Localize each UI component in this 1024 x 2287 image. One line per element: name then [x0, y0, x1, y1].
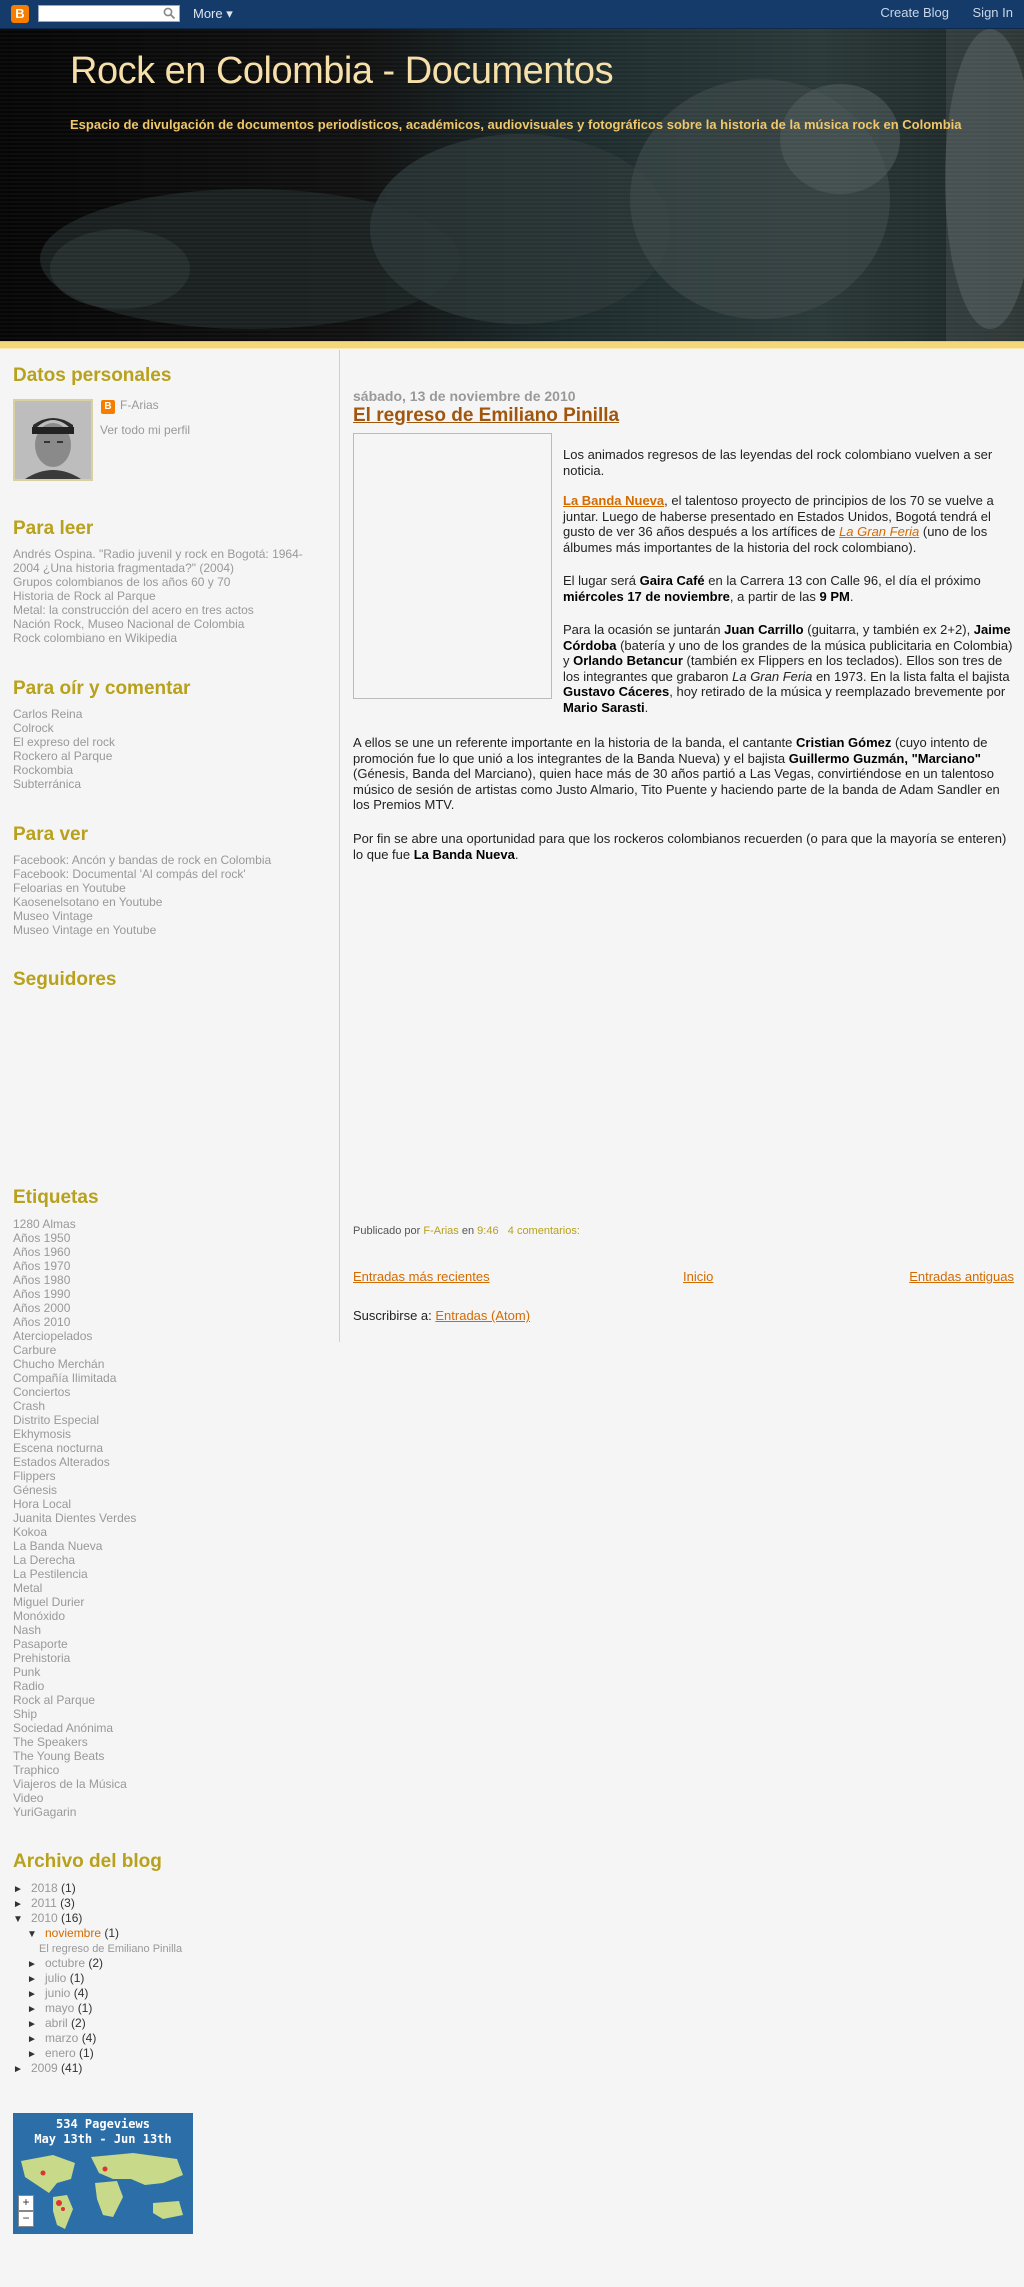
archive-link[interactable]: junio	[45, 1986, 71, 2000]
post-time-link[interactable]: 9:46	[477, 1225, 499, 1237]
etiqueta-link[interactable]: Ship	[13, 1707, 38, 1721]
para-ver-list	[13, 853, 271, 937]
archive-row	[27, 1971, 84, 1985]
create-blog-link[interactable]: Create Blog	[880, 5, 949, 20]
expand-toggle-icon[interactable]: ►	[27, 2034, 37, 2045]
archive-link[interactable]: 2011	[31, 1896, 57, 1910]
para-oir-heading: Para oír y comentar	[13, 678, 191, 699]
etiqueta-link[interactable]: Crash	[13, 1399, 46, 1413]
archive-link[interactable]: 2010	[31, 1911, 58, 1925]
pageviews-count: 534 Pageviews	[56, 2117, 150, 2131]
etiqueta-link[interactable]: Punk	[13, 1665, 41, 1679]
post-author-link[interactable]: F-Arias	[423, 1225, 459, 1237]
etiqueta-link[interactable]: The Young Beats	[13, 1749, 105, 1763]
expand-toggle-icon[interactable]: ►	[13, 1884, 23, 1895]
subscribe-atom-link[interactable]: Entradas (Atom)	[435, 1308, 531, 1323]
expand-toggle-icon[interactable]: ►	[27, 1989, 37, 2000]
para-oir-link[interactable]: Carlos Reina	[13, 707, 83, 721]
archive-row	[27, 2016, 86, 2030]
la-gran-feria-link[interactable]: La Gran Feria	[839, 524, 920, 539]
etiqueta-link[interactable]: Kokoa	[13, 1525, 48, 1539]
subscribe-line: Suscribirse a: Entradas (Atom)	[353, 1308, 531, 1323]
archive-count: (1)	[61, 1881, 76, 1895]
archive-count: (1)	[77, 2001, 93, 2015]
blogger-navbar	[0, 0, 1024, 29]
post-paragraph: El lugar será Gaira Café en la Carrera 13 con Calle 96, el día el próximo miércoles 17 de noviembre, a partir de las 9 PM.	[563, 573, 981, 604]
etiqueta-link[interactable]: Rock al Parque	[13, 1693, 96, 1707]
expand-toggle-icon[interactable]: ►	[27, 1959, 37, 1970]
archive-link[interactable]: noviembre	[45, 1926, 102, 1940]
etiqueta-link[interactable]: Distrito Especial	[13, 1413, 100, 1427]
archive-row	[27, 2046, 94, 2060]
etiqueta-link[interactable]: Años 1960	[13, 1245, 71, 1259]
archive-count: (2)	[88, 1956, 104, 1970]
post-date: sábado, 13 de noviembre de 2010	[353, 388, 576, 404]
post-paragraph: La Banda Nueva, el talentoso proyecto de principios de los 70 se vuelve a juntar. Luego de haberse presentado en Estados Unidos, Bogotá tendrá el gusto de ver 36 años después a los artífices de La Gran Feria (uno de los álbumes más importantes de la historia del rock colombiano).	[563, 493, 994, 555]
post-paragraph: Para la ocasión se juntarán Juan Carrillo (guitarra, y también ex 2+2), Jaime Córdoba (batería y uno de los grandes de la música publicitaria en Colombia) y Orlando Betancur (también ex Flippers en los teclados). Ellos son tres de los integrantes que grabaron La Gran Feria en 1973. En la lista falta el bajista Gustavo Cáceres, hoy retirado de la música y reemplazado brevemente por Mario Sarasti.	[563, 622, 1013, 715]
archive-row	[27, 1956, 103, 1970]
archive-link[interactable]: abril	[45, 2016, 68, 2030]
etiqueta-link[interactable]: Carbure	[13, 1343, 57, 1357]
etiqueta-link[interactable]: Miguel Durier	[13, 1595, 85, 1609]
para-leer-heading: Para leer	[13, 518, 94, 539]
archive-count: (1)	[69, 1971, 85, 1985]
etiqueta-link[interactable]: Monóxido	[13, 1609, 66, 1623]
para-leer-link[interactable]: Metal: la construcción del acero en tres actos	[13, 603, 254, 617]
navbar-search-box	[38, 5, 180, 22]
archive-row	[27, 2001, 92, 2015]
archive-row	[13, 1896, 75, 1910]
etiqueta-link[interactable]: Años 1980	[13, 1273, 71, 1287]
etiqueta-link[interactable]: Traphico	[13, 1763, 60, 1777]
archive-count: (3)	[60, 1896, 75, 1910]
etiqueta-link[interactable]: The Speakers	[13, 1735, 88, 1749]
archive-count: (1)	[79, 2046, 94, 2060]
profile-heading: Datos personales	[13, 365, 172, 386]
para-ver-link[interactable]: Kaosenelsotano en Youtube	[13, 895, 163, 909]
seguidores-heading: Seguidores	[13, 969, 117, 990]
archive-row	[27, 1986, 88, 2000]
profile-photo[interactable]	[13, 399, 93, 481]
etiqueta-link[interactable]: Compañía Ilimitada	[13, 1371, 117, 1385]
expand-toggle-icon[interactable]: ►	[27, 2049, 37, 2060]
post-paragraph: A ellos se une un referente importante en la historia de la banda, el cantante Cristian Gómez (cuyo intento de promoción fue lo que unió a los integrantes de la Banda Nueva) y el bajista Guillermo Guzmán, "Marciano" (Génesis, Banda del Marciano), quien hace más de 30 años partió a Las Vegas, convirtiéndose en un talentoso músico de sesión de artistas como Justo Almario, Tito Puente y haciendo parte de la banda de Adam Sandler en los Premios MTV.	[353, 735, 1000, 812]
post-footer: Publicado por F-Arias en 9:46 4 comentarios:	[353, 1225, 580, 1237]
etiqueta-link[interactable]: Pasaporte	[13, 1637, 68, 1651]
etiqueta-link[interactable]: Juanita Dientes Verdes	[13, 1511, 137, 1525]
para-leer-list	[13, 547, 303, 645]
etiqueta-link[interactable]: Conciertos	[13, 1385, 71, 1399]
para-leer-link[interactable]: Rock colombiano en Wikipedia	[13, 631, 178, 645]
archive-row	[27, 1926, 119, 1940]
archive-link[interactable]: marzo	[45, 2031, 79, 2045]
archive-link[interactable]: 2018	[31, 1881, 58, 1895]
etiqueta-link[interactable]: Hora Local	[13, 1497, 72, 1511]
archive-link[interactable]: julio	[45, 1971, 67, 1985]
newer-posts-link[interactable]: Entradas más recientes	[353, 1269, 490, 1284]
archive-link[interactable]: octubre	[45, 1956, 86, 1970]
etiqueta-link[interactable]: Viajeros de la Música	[13, 1777, 127, 1791]
archive-row	[13, 1911, 82, 1925]
para-leer-link[interactable]: 2004 ¿Una historia fragmentada?" (2004)	[13, 561, 235, 575]
etiqueta-link[interactable]: Chucho Merchán	[13, 1357, 105, 1371]
para-oir-list	[13, 707, 115, 791]
older-posts-link[interactable]: Entradas antiguas	[909, 1269, 1014, 1284]
para-leer-link[interactable]: Andrés Ospina. "Radio juvenil y rock en Bogotá: 1964-	[13, 547, 303, 561]
etiqueta-link[interactable]: Ekhymosis	[13, 1427, 72, 1441]
post-paragraph: Los animados regresos de las leyendas del rock colombiano vuelven a ser noticia.	[563, 447, 993, 478]
para-oir-link[interactable]: Subterránica	[13, 777, 82, 791]
blog-title[interactable]: Rock en Colombia - Documentos	[70, 50, 614, 92]
archive-link[interactable]: enero	[45, 2046, 76, 2060]
expand-toggle-icon[interactable]: ►	[13, 2064, 23, 2075]
view-full-profile-link[interactable]: Ver todo mi perfil	[100, 423, 191, 437]
column-divider	[339, 350, 340, 1342]
pageviews-range: May 13th - Jun 13th	[34, 2132, 172, 2146]
archive-count: (4)	[73, 1986, 89, 2000]
archive-row	[13, 2061, 82, 2075]
para-ver-heading: Para ver	[13, 824, 89, 845]
collapse-toggle-icon[interactable]: ▼	[13, 1914, 23, 1925]
etiqueta-link[interactable]: La Pestilencia	[13, 1567, 88, 1581]
post-comments-link[interactable]: 4 comentarios:	[507, 1225, 580, 1237]
etiqueta-link[interactable]: Video	[13, 1791, 44, 1805]
archive-count: (2)	[71, 2016, 86, 2030]
post-image-placeholder[interactable]	[353, 433, 552, 699]
para-leer-link[interactable]: Nación Rock, Museo Nacional de Colombia	[13, 617, 245, 631]
para-oir-link[interactable]: Rockero al Parque	[13, 749, 113, 763]
etiqueta-link[interactable]: 1280 Almas	[13, 1217, 76, 1231]
avatar	[15, 401, 91, 479]
para-ver-link[interactable]: Museo Vintage	[13, 909, 93, 923]
search-icon[interactable]	[163, 7, 176, 20]
archive-count: (1)	[104, 1926, 120, 1940]
etiquetas-list	[13, 1217, 136, 1819]
blogger-profile-icon: B	[101, 400, 115, 414]
etiqueta-link[interactable]: La Banda Nueva	[13, 1539, 103, 1553]
etiqueta-link[interactable]: Años 2000	[13, 1301, 71, 1315]
pageviews-map-widget[interactable]	[13, 2113, 193, 2234]
expand-toggle-icon[interactable]: ►	[13, 1899, 23, 1910]
sign-in-link[interactable]: Sign In	[972, 5, 1013, 20]
etiqueta-link[interactable]: Génesis	[13, 1483, 58, 1497]
archive-row	[39, 1941, 182, 1955]
archivo-heading: Archivo del blog	[13, 1851, 162, 1872]
archive-count: (4)	[81, 2031, 97, 2045]
etiqueta-link[interactable]: Años 1970	[13, 1259, 71, 1273]
etiqueta-link[interactable]: Años 2010	[13, 1315, 71, 1329]
para-ver-link[interactable]: Facebook: Ancón y bandas de rock en Colombia	[13, 853, 272, 867]
collapse-toggle-icon[interactable]: ▼	[27, 1929, 37, 1940]
etiqueta-link[interactable]: La Derecha	[13, 1553, 76, 1567]
etiqueta-link[interactable]: Sociedad Anónima	[13, 1721, 114, 1735]
archive-link[interactable]: El regreso de Emiliano Pinilla	[39, 1943, 183, 1955]
navbar-more-menu[interactable]: More ▾	[193, 6, 233, 21]
etiqueta-link[interactable]: Metal	[13, 1581, 43, 1595]
etiqueta-link[interactable]: Prehistoria	[13, 1651, 71, 1665]
profile-name-link[interactable]: F-Arias	[120, 398, 159, 412]
etiqueta-link[interactable]: Radio	[13, 1679, 45, 1693]
archive-count: (41)	[61, 2061, 83, 2075]
para-ver-link[interactable]: Museo Vintage en Youtube	[13, 923, 157, 937]
archive-row	[13, 1881, 76, 1895]
etiqueta-link[interactable]: Años 1990	[13, 1287, 71, 1301]
etiqueta-link[interactable]: Escena nocturna	[13, 1441, 104, 1455]
expand-toggle-icon[interactable]: ►	[27, 2019, 37, 2030]
para-ver-link[interactable]: Facebook: Documental 'Al compás del rock'	[13, 867, 246, 881]
home-link[interactable]: Inicio	[683, 1269, 714, 1284]
post-paragraph: Por fin se abre una oportunidad para que los rockeros colombianos recuerden (o para que la mayoría se enteren) lo que fue La Banda Nueva.	[353, 831, 1007, 862]
world-map-icon	[13, 2149, 193, 2234]
etiqueta-link[interactable]: Nash	[13, 1623, 42, 1637]
blog-description: Espacio de divulgación de documentos periodísticos, académicos, audiovisuales y fotográficos sobre la historia de la música rock en Colombia	[70, 117, 962, 132]
etiqueta-link[interactable]: YuriGagarin	[13, 1805, 77, 1819]
navbar-search-input[interactable]	[42, 9, 160, 22]
etiquetas-heading: Etiquetas	[13, 1187, 99, 1208]
para-leer-link[interactable]: Historia de Rock al Parque	[13, 589, 156, 603]
para-oir-link[interactable]: Colrock	[13, 721, 54, 735]
etiqueta-link[interactable]: Flippers	[13, 1469, 56, 1483]
blog-header	[0, 29, 1024, 341]
expand-toggle-icon[interactable]: ►	[27, 2004, 37, 2015]
archive-count: (16)	[61, 1911, 83, 1925]
para-ver-link[interactable]: Feloarias en Youtube	[13, 881, 126, 895]
la-banda-nueva-link[interactable]: La Banda Nueva	[563, 493, 665, 508]
para-oir-link[interactable]: Rockombia	[13, 763, 74, 777]
etiqueta-link[interactable]: Aterciopelados	[13, 1329, 93, 1343]
map-zoom-in-button[interactable]: +	[18, 2195, 34, 2211]
etiqueta-link[interactable]: Estados Alterados	[13, 1455, 110, 1469]
archive-row	[27, 2031, 96, 2045]
map-zoom-out-button[interactable]: −	[18, 2211, 34, 2227]
post-title-link[interactable]: El regreso de Emiliano Pinilla	[353, 405, 620, 426]
archive-link[interactable]: mayo	[45, 2001, 75, 2015]
para-oir-link[interactable]: El expreso del rock	[13, 735, 116, 749]
para-leer-link[interactable]: Grupos colombianos de los años 60 y 70	[13, 575, 231, 589]
expand-toggle-icon[interactable]: ►	[27, 1974, 37, 1985]
etiqueta-link[interactable]: Años 1950	[13, 1231, 71, 1245]
header-divider	[0, 341, 1024, 349]
blogger-logo-icon[interactable]: B	[11, 5, 29, 23]
archive-link[interactable]: 2009	[31, 2061, 58, 2075]
